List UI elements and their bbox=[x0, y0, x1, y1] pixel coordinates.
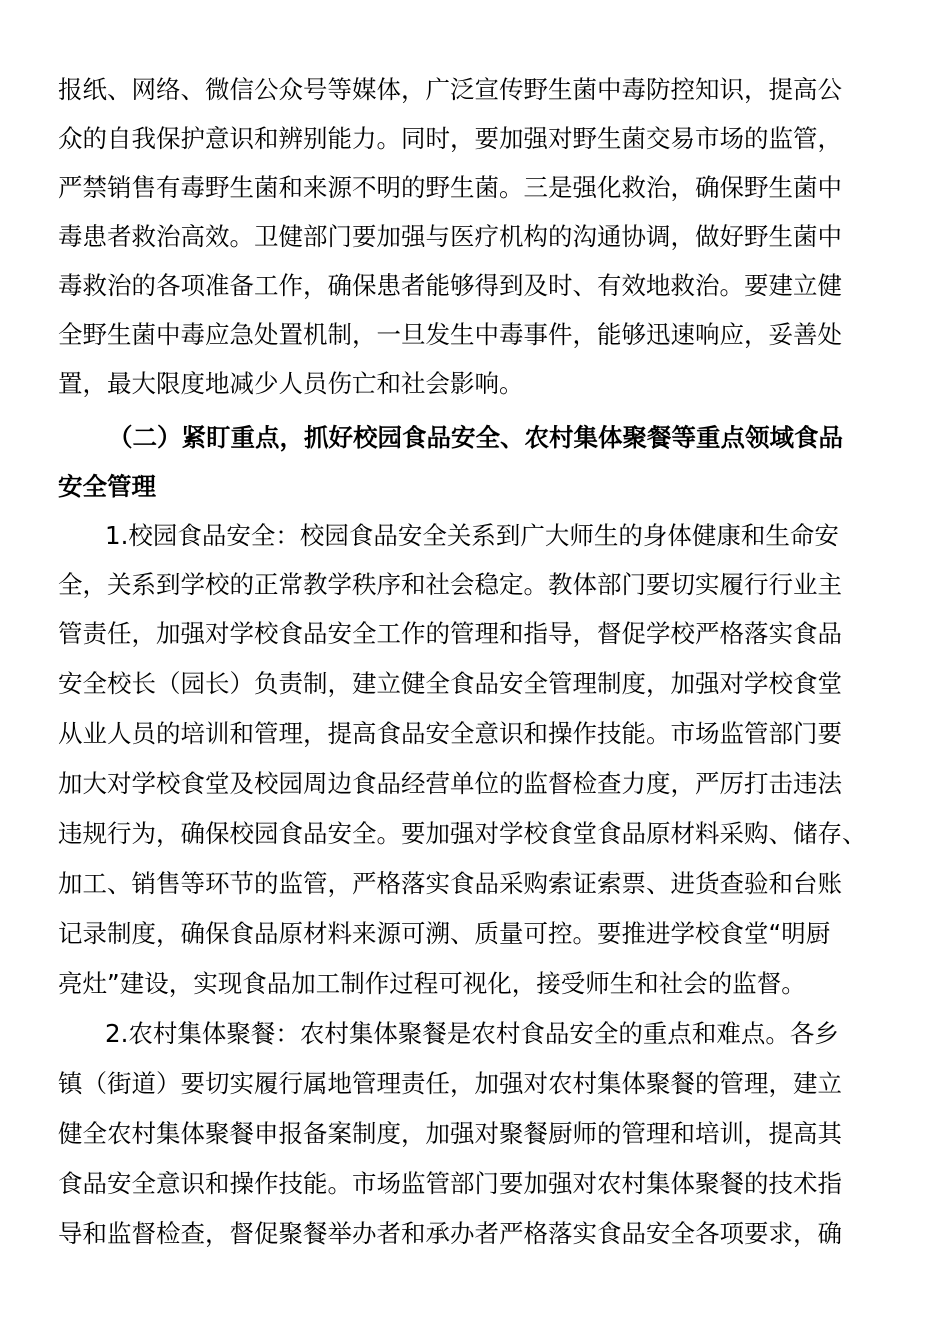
paragraph-1-line-1: 报纸、网络、微信公众号等媒体，广泛宣传野生菌中毒防控知识，提高公 bbox=[58, 75, 842, 104]
paragraph-2-line-5: 从业人员的培训和管理，提高食品安全意识和操作技能。市场监管部门要 bbox=[58, 719, 842, 748]
paragraph-1-line-5: 毒救治的各项准备工作，确保患者能够得到及时、有效地救治。要建立健 bbox=[58, 271, 842, 300]
paragraph-3-line-1: 2.农村集体聚餐：农村集体聚餐是农村食品安全的重点和难点。各乡 bbox=[105, 1019, 839, 1048]
paragraph-1-line-2: 众的自我保护意识和辨别能力。同时，要加强对野生菌交易市场的监管， bbox=[58, 124, 842, 153]
paragraph-1-line-4: 毒患者救治高效。卫健部门要加强与医疗机构的沟通协调，做好野生菌中 bbox=[58, 222, 842, 251]
paragraph-1-line-7: 置，最大限度地减少人员伤亡和社会影响。 bbox=[58, 369, 524, 398]
paragraph-2-line-10: 亮灶”建设，实现食品加工制作过程可视化，接受师生和社会的监督。 bbox=[58, 969, 806, 998]
paragraph-2-line-9: 记录制度，确保食品原材料来源可溯、质量可控。要推进学校食堂“明厨 bbox=[58, 919, 831, 948]
paragraph-1-line-3: 严禁销售有毒野生菌和来源不明的野生菌。三是强化救治，确保野生菌中 bbox=[58, 173, 842, 202]
paragraph-2-line-1: 1.校园食品安全：校园食品安全关系到广大师生的身体健康和生命安 bbox=[105, 521, 839, 550]
paragraph-2-line-3: 管责任，加强对学校食品安全工作的管理和指导，督促学校严格落实食品 bbox=[58, 619, 842, 648]
paragraph-3-line-4: 食品安全意识和操作技能。市场监管部门要加强对农村集体聚餐的技术指 bbox=[58, 1169, 842, 1198]
paragraph-2-line-2: 全，关系到学校的正常教学秩序和社会稳定。教体部门要切实履行行业主 bbox=[58, 570, 842, 599]
paragraph-2-line-8: 加工、销售等环节的监管，严格落实食品采购索证索票、进货查验和台账 bbox=[58, 869, 842, 898]
section-heading-line-1: （二）紧盯重点，抓好校园食品安全、农村集体聚餐等重点领域食品 bbox=[108, 423, 843, 452]
paragraph-3-line-2: 镇（街道）要切实履行属地管理责任，加强对农村集体聚餐的管理，建立 bbox=[58, 1069, 842, 1098]
paragraph-3-line-5: 导和监督检查，督促聚餐举办者和承办者严格落实食品安全各项要求，确 bbox=[58, 1219, 842, 1248]
section-heading-line-2: 安全管理 bbox=[58, 472, 156, 501]
paragraph-2-line-6: 加大对学校食堂及校园周边食品经营单位的监督检查力度，严厉打击违法 bbox=[58, 769, 842, 798]
paragraph-2-line-4: 安全校长（园长）负责制，建立健全食品安全管理制度，加强对学校食堂 bbox=[58, 669, 842, 698]
paragraph-2-line-7: 违规行为，确保校园食品安全。要加强对学校食堂食品原材料采购、储存、 bbox=[58, 819, 867, 848]
paragraph-3-line-3: 健全农村集体聚餐申报备案制度，加强对聚餐厨师的管理和培训，提高其 bbox=[58, 1119, 842, 1148]
paragraph-1-line-6: 全野生菌中毒应急处置机制，一旦发生中毒事件，能够迅速响应，妥善处 bbox=[58, 320, 842, 349]
